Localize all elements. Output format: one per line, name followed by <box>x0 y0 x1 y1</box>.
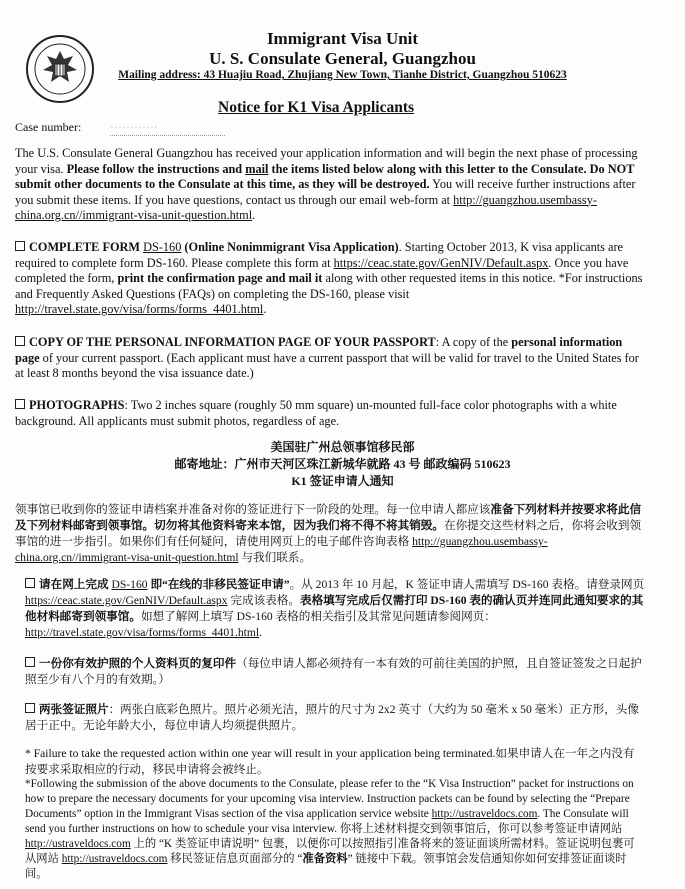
cn-intro-bold: 准备下列材料并按要求将此信及下列材料邮寄到领事馆。切勿将其他资料寄来本馆，因为我们将不得不将其销毁。 <box>15 503 642 532</box>
footer-note-2-cn2: 上的 “K 类签证申请说明” 包裹，以便你可以按照指引准备将来的签证面谈所需材料。签证说明包裹可从网站 <box>25 838 635 865</box>
ustraveldocs-link-3[interactable]: http://ustraveldocs.com <box>61 853 168 865</box>
ds160-bold-print: print the confirmation page and mail it <box>117 271 323 285</box>
intro-text-c: You will receive further instructions after you submit these items. If you have questions, contact us through our email web-form at <box>15 177 636 207</box>
passport-item <box>15 335 645 382</box>
cn-notice-title: K1 签证申请人通知 <box>291 474 394 488</box>
ustraveldocs-link-2[interactable]: http://ustraveldocs.com <box>25 838 131 850</box>
case-number-value: ············ <box>110 120 225 136</box>
cn-ds160-checkbox[interactable] <box>25 578 35 588</box>
intro-paragraph <box>15 146 645 224</box>
ds160-label-a: COMPLETE FORM <box>29 240 144 254</box>
footer-note-2-a: *Following the submission of the above documents to the Consulate, please refer to the “K Visa Instruction” packet for instructions on how to prepare the necessary documents for your upcoming visa interview. Instruction packets can be found by selecting the “Prepare Documents” option in the Immigrant Visas section of the visa application service website <box>25 778 634 820</box>
cn-ds160-item <box>25 577 645 641</box>
cn-ds160-label-b: 即“在线的非移民签证申请” <box>147 578 290 591</box>
ds160-text-3: along with other requested items in this notice. *For instructions and Frequently Asked Questions (FAQs) on completing the DS-160, please visit <box>15 271 643 301</box>
cn-intro-paragraph <box>15 502 645 566</box>
photos-label: PHOTOGRAPHS <box>29 398 125 412</box>
cn-faq-link[interactable]: http://travel.state.gov/visa/forms/forms_4401.html <box>25 626 260 639</box>
passport-checkbox[interactable] <box>15 336 25 346</box>
intro-bold-b: the items listed below along with this letter to the Consulate. Do NOT submit other documents to the Consulate at this time, as they will be destroyed. <box>15 161 635 191</box>
ds160-text-2: . Once you have completed the form, <box>15 255 629 285</box>
passport-bold: personal information page <box>15 335 623 365</box>
footer-note-2 <box>25 777 645 882</box>
ds160-label-b: (Online Nonimmigrant Visa Application) <box>181 240 399 254</box>
footer-note-1-cn: 如果申请人在一年之内没有按要求采取相应的行动，移民申请将会被终止。 <box>25 747 635 776</box>
ds160-text-4: . <box>263 302 267 316</box>
consulate-name: U. S. Consulate General, Guangzhou <box>209 49 476 68</box>
cn-ds160-text-g: . <box>259 626 263 639</box>
cn-ds160-link[interactable]: DS-160 <box>111 578 148 591</box>
cn-ceac-link[interactable]: https://ceac.state.gov/GenNIV/Default.aspx <box>25 594 228 607</box>
photos-item <box>15 398 645 429</box>
ds160-item <box>15 240 645 318</box>
cn-photos-text: ：两张白底彩色照片。照片必须光洁，照片的尺寸为 2x2 英寸（大约为 50 毫米 x 50 毫米）正方形，头像居于正中。无论年龄大小，每位申请人均须提供照片。 <box>25 703 639 732</box>
cn-consulate-title: 美国驻广州总领事馆移民部 <box>270 440 415 454</box>
footer-note-2-b: . The Consulate will send you further instructions on how to schedule your visa interview. <box>25 808 629 835</box>
cn-passport-item <box>25 656 645 688</box>
cn-photos-bold: 两张签证照片 <box>39 703 109 716</box>
footer-note-2-cn4: ” 链接中下载。领事馆会发信通知你如何安排签证面谈时间。 <box>25 853 627 880</box>
intro-question-link[interactable]: http://guangzhou.usembassy-china.org.cn//immigrant-visa-unit-question.html <box>15 192 597 222</box>
footer-note-2-cn3: 移民签证信息页面部分的 “ <box>167 853 303 865</box>
cn-ds160-text-d: 完成该表格。 <box>227 594 300 607</box>
cn-passport-bold: 一份你有效护照的个人资料页的复印件 <box>39 657 237 670</box>
passport-label: COPY OF THE PERSONAL INFORMATION PAGE OF YOUR PASSPORT <box>29 335 436 349</box>
intro-bold-mail: mail <box>245 161 269 176</box>
notice-title: Notice for K1 Visa Applicants <box>218 99 415 116</box>
ustraveldocs-link-1[interactable]: http://ustraveldocs.com <box>431 808 538 820</box>
ds160-link[interactable]: DS-160 <box>143 240 182 254</box>
cn-intro-text-d: 与我们联系。 <box>238 551 312 564</box>
footer-note-1-en: * Failure to take the requested action within one year will result in your application being terminated. <box>25 747 496 760</box>
intro-text-a: The U.S. Consulate General Guangzhou has received your application information and will begin the next phase of processing your visa. <box>15 146 638 176</box>
intro-end: . <box>252 208 256 222</box>
cn-photos-item <box>25 702 645 734</box>
ds160-text-1: . Starting October 2013, K visa applicants are required to complete form DS-160. Please complete this form at <box>15 240 623 270</box>
cn-intro-text-c: 在你提交这些材料之后，你将会收到领事馆的进一步指引。如果你们有任何疑问，请使用网页上的电子邮件咨询表格 <box>15 519 642 548</box>
mailing-address: Mailing address: 43 Huajiu Road, Zhujiang New Town, Tianhe District, Guangzhou 510623 <box>118 69 567 81</box>
footer-note-1 <box>25 746 645 778</box>
passport-text-1: : A copy of the <box>435 335 512 349</box>
passport-text-2: of your current passport. (Each applicant must have a current passport that will be valid for travel to the United States for at least 8 months beyond the visa issuance date.) <box>15 350 639 380</box>
faq-link[interactable]: http://travel.state.gov/visa/forms/forms_4401.html <box>15 302 264 316</box>
cn-passport-text: （每位申请人都必须持有一本有效的可前往美国的护照，且自签证签发之日起护照至少有八个月的有效期。） <box>25 657 642 686</box>
unit-title: Immigrant Visa Unit <box>266 29 419 48</box>
intro-bold-a: Please follow the instructions and <box>66 161 246 176</box>
cn-passport-checkbox[interactable] <box>25 657 35 667</box>
cn-intro-question-link[interactable]: http://guangzhou.usembassy-china.org.cn//immigrant-visa-unit-question.html <box>15 535 548 564</box>
ds160-checkbox[interactable] <box>15 241 25 251</box>
photos-text: : Two 2 inches square (roughly 50 mm square) un-mounted full-face color photographs with a white background. All applicants must submit photos, regardless of age. <box>15 398 617 428</box>
ceac-link[interactable]: https://ceac.state.gov/GenNIV/Default.aspx <box>333 255 549 270</box>
cn-ds160-text-c: 。从 2013 年 10 月起，K 签证申请人需填写 DS-160 表格。请登录网页 <box>289 578 645 591</box>
cn-ds160-label: 请在网上完成 <box>39 578 112 591</box>
cn-ds160-bold-e: 表格填写完成后仅需打印 DS-160 表的确认页并连同此通知要求的其他材料邮寄到领事馆。 <box>25 594 644 623</box>
cn-mailing-address: 邮寄地址：广州市天河区珠江新城华就路 43 号 邮政编码 510623 <box>174 457 511 471</box>
cn-intro-text-a: 领事馆已收到你的签证申请档案并准备对你的签证进行下一阶段的处理。每一位申请人都应该 <box>15 503 491 516</box>
cn-ds160-text-f: 如想了解网上填写 DS-160 表格的相关指引及其常见问题请参阅网页： <box>140 610 496 623</box>
photos-checkbox[interactable] <box>15 399 25 409</box>
case-number-label: Case number: <box>15 120 82 134</box>
cn-photos-checkbox[interactable] <box>25 703 35 713</box>
footer-note-2-cn1: 你将上述材料提交到领事馆后，你可以参考签证申请网站 <box>339 823 623 835</box>
footer-note-2-cn-bold: 准备资料 <box>302 853 348 865</box>
